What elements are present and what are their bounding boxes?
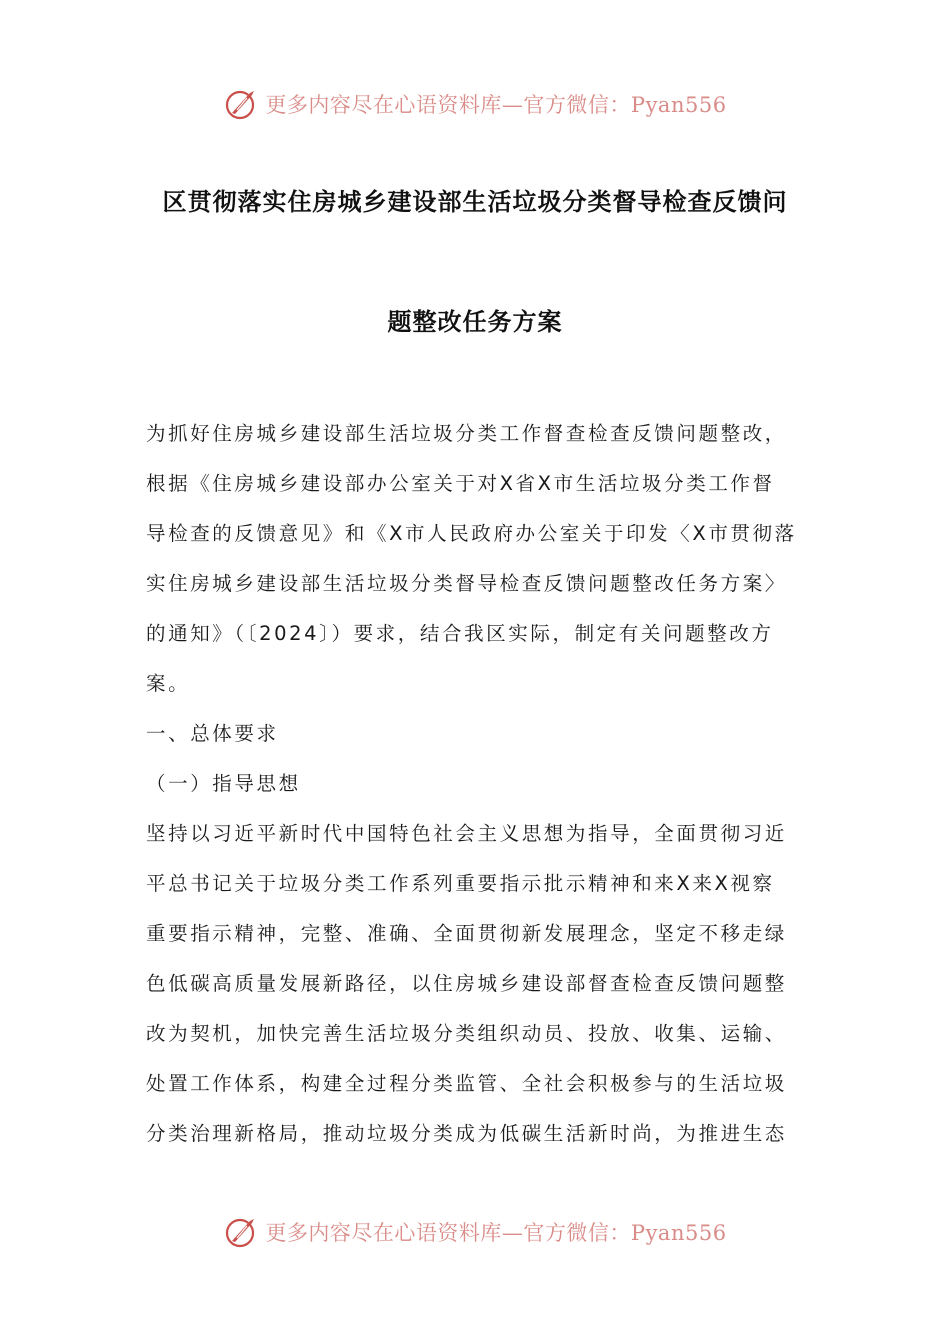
body-line: 案。: [146, 672, 191, 695]
body-line: 导检查的反馈意见》和《X市人民政府办公室关于印发〈X市贯彻落: [146, 522, 797, 545]
body-line: 坚持以习近平新时代中国特色社会主义思想为指导，全面贯彻习近: [146, 822, 787, 845]
body-line: 平总书记关于垃圾分类工作系列重要指示批示精神和来X来X视察: [146, 872, 775, 895]
body-line: 改为契机，加快完善生活垃圾分类组织动员、投放、收集、运输、: [146, 1022, 787, 1045]
document-title-line-1: 区贯彻落实住房城乡建设部生活垃圾分类督导检查反馈问: [162, 187, 788, 216]
watermark-banner-top: [0, 82, 950, 126]
quill-pen-circle-icon: [223, 86, 259, 122]
body-line: 根据《住房城乡建设部办公室关于对X省X市生活垃圾分类工作督: [146, 472, 775, 495]
watermark-banner-bottom: [0, 1210, 950, 1254]
body-line: 处置工作体系，构建全过程分类监管、全社会积极参与的生活垃圾: [146, 1072, 787, 1095]
body-line: 的通知》（〔2024〕）要求，结合我区实际，制定有关问题整改方: [146, 622, 774, 645]
body-line: 重要指示精神，完整、准确、全面贯彻新发展理念，坚定不移走绿: [146, 922, 787, 945]
body-line: 分类治理新格局，推动垃圾分类成为低碳生活新时尚，为推进生态: [146, 1122, 787, 1145]
watermark-text: 更多内容尽在心语资料库—官方微信：Pyan556: [265, 93, 727, 117]
quill-pen-circle-icon: [223, 1214, 259, 1250]
document-title-line-2: 题整改任务方案: [387, 307, 563, 336]
body-line: 实住房城乡建设部生活垃圾分类督导检查反馈问题整改任务方案〉: [146, 572, 787, 595]
watermark-text: 更多内容尽在心语资料库—官方微信：Pyan556: [265, 1221, 727, 1245]
body-line: 为抓好住房城乡建设部生活垃圾分类工作督查检查反馈问题整改，: [146, 422, 787, 445]
section-heading: 一、总体要求: [146, 722, 279, 745]
body-line: 色低碳高质量发展新路径，以住房城乡建设部督查检查反馈问题整: [146, 972, 787, 995]
subsection-heading: （一）指导思想: [146, 772, 301, 795]
